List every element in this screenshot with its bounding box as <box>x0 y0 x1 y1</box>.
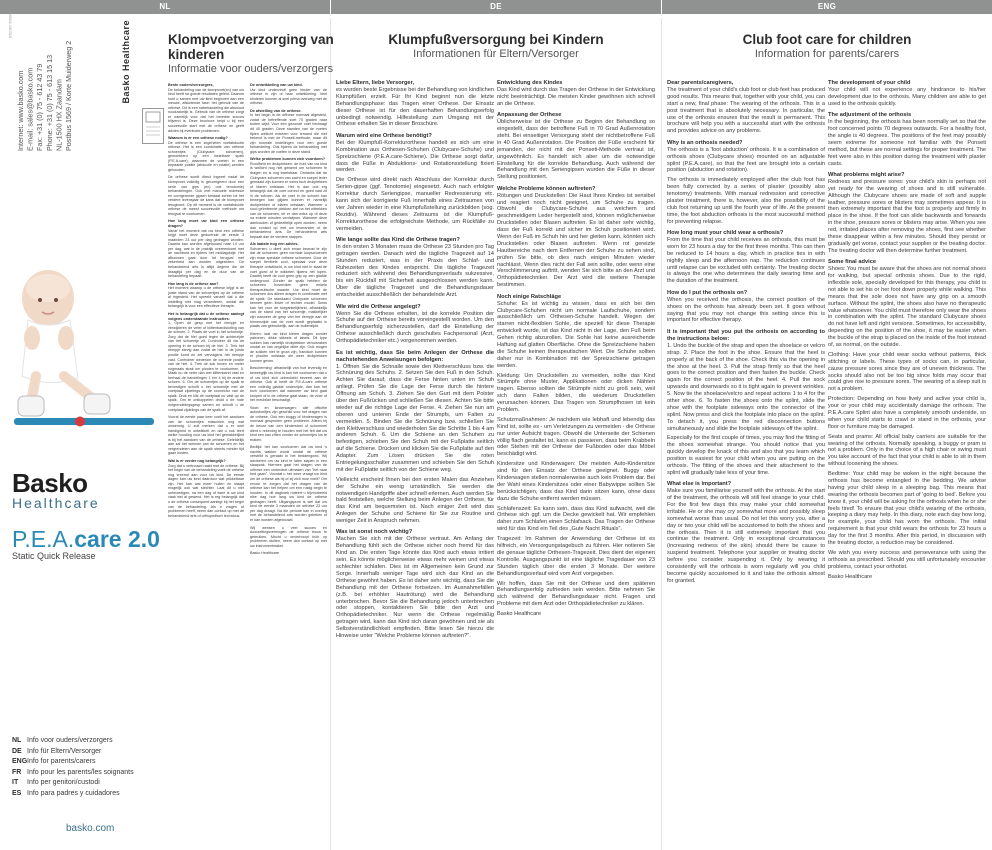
language-code: IT <box>12 779 19 786</box>
section-heading: Waarom is er een orthese nodig? <box>168 136 228 141</box>
product-subtitle: Static Quick Release <box>12 551 96 561</box>
paragraph: From the time that your child receives an orthosis, this must be worn for 23 hours a day for the first three months. This can then be reduced to 14 hours a day, which in practice ties in with nightly sleep and the afternoon nap. The reduction continues until relapse can be excluded with certainty. The treating doctor is always the one who determines the daily wearing time and the duration of the treatment. <box>667 237 825 285</box>
section-heading: De afstelling van de orthese. <box>250 108 302 113</box>
paragraph: In het begin is de orthese normaal afgesteld, zodat de betreffende voet 70 graden naar buiten wijst. Voor een gezonde voet bedraagt dit 40 graden. Deze standen van de voeten tijden wellicht extreem voor iemand die niet bekend is met de Ponseti-methode, maar dit zijn normale instellingen voor een goede behandeling. Ook tijdens de behandeling met gips worden de voeten in deze stand. <box>250 113 327 154</box>
paragraph: Vielleicht erscheint Ihnen bei den ersten Malen das Anziehen der Schuhe ein wenig umständlich. Sie werden die notwendigen Handgriffe aber schnell erlernen. Auch werden Sie bald feststellen, welche Stellung beim Anlegen der Orthese, für das Kind am bequemsten ist. Nach einiger Zeit wird das Anlegen der Schuhe und Schiene für Sie zur Routine und weniger Zeit in Anspruch nehmen. <box>336 476 494 525</box>
language-list <box>12 736 134 799</box>
text-column-nl-1 <box>168 80 244 518</box>
website-url[interactable]: basko.com <box>66 823 115 834</box>
text-column-nl-2 <box>250 80 327 556</box>
language-label: Info für Eltern/Versorger <box>27 747 102 755</box>
paragraph: Basko Healthcare <box>828 573 873 580</box>
contact-line: Fax: +31 (0) 75 - 612 43 79 <box>35 63 45 151</box>
language-label: Info voor ouders/verzorgers <box>27 737 113 744</box>
section-heading: Hoe lang moet uw kind een orthese dragen? <box>168 219 244 228</box>
section-heading: Welke problemen kunnen zich voordoen? <box>250 157 326 162</box>
paragraph: Bedtijd: het kan voorkomen dat uw kind 's nachts wakker wordt omdat de orthese verstrikt is geraakt in het beddengoed. Wij adviseren om uw kind te laten slapen in een slaapzak. Hiermee gaat het dragen van de orthese een onderdeel uitmaken van "het naar bed gaan". Voordat u het weer vraagt uw kind om de orthese als hij of zij zich moe voelt? Om ervoor te zorgen dat het dragen van de orthese kan het helpen om een rustig begin te houden. In dit dagboek noteert u bijvoorbeeld elke dag hoe lang uw kind de orthese gedragen heeft. Uitgangspunt is wel dat uw kind de eerste 3 maanden de orthese 23 uur per dag draagt. Na die periode kan in overleg met de behandelend arts worden gekeken of er kan worden afgebouwd. <box>250 445 327 522</box>
paragraph: De orthese is een zogeheten voetabductie orthese. Het is een combinatie van orthese schoentjes (Clubycare schoenen), gemonteerd op een instelbare spalk (P.E.A.care), waarmee de voeten in een bepaalde positie (abductie en rotatie) worden gehouden. <box>168 140 244 172</box>
product-name-bold: care 2.0 <box>74 526 160 552</box>
paragraph: Zorg dat u vertrouwd raakt met de orthese. Bij het begin van de behandeling voelt de orthese nog vreemd aan voor uw kind. De eerste dagen kan uw kind daardoor wat prikkelbaar zijn. Het kan wat meer huilen en slaapt mogelijk ook wat slechter. Laat dit u niet ontmoedigen, na een dag of twee is uw kind vaak wel al gewend. Het is erg belangrijk dat u de orthese consequent aanlegt bij het begin van de behandeling. Als u vragen of problemen heeft, neem dan contact op met de behandelend arts of orthopedisch technicus. <box>168 463 244 518</box>
paragraph: Shoes: You must be aware that the shoes are not normal shoes for walking, but special orthosis shoes. Due to the rigid, inflexible sole, specially developed for this therapy, you child is not able to set his or her foot down properly while walking. This means that the sole does not have any grip on a smooth surface. Without the splint, the shoes also have no therapeutic value whatsoever. You child must therefore only wear the shoes in combination with the splint. The standard Clubycare shoes do not have left and right versions. Sometimes, for accessibility, depending on the position of the shoe, it may be easier when the buckle of the strap is placed on the inside of the foot instead of, as normal, on the outside. <box>828 266 986 348</box>
text-column-en-1 <box>667 80 825 585</box>
section-heading: Was ist sonst noch wichtig? <box>336 529 413 536</box>
title-de-main: Klumpfußversorgung bei Kindern <box>388 32 604 47</box>
paragraph: es wurden beste Ergebnisse bei der Behandlung von kindlichen Klumpfüßen erzielt. Für Ihr Kind beginnt nun die letzte Behandlungsphase: das Tragen einer Orthese. Der Einsatz dieser Orthese ist für den dauerhaften Behandlungserfolg unbedingt notwendig. Hilfestellung zum Umgang mit der Orthese erhalten Sie in dieser Broschüre. <box>336 87 494 128</box>
language-label: Info pour les parents/les soignants <box>27 768 134 776</box>
section-heading: Entwicklung des Kindes <box>497 80 563 86</box>
paragraph: Vanaf het moment dat uw kind een orthese krijgt moet deze gedurende de eerste 3 maanden 23 uur per dag gedragen worden. Daarna kan worden afgebouwd naar 14 uur per dag, wat in de praktijk overeenkomt met de nachtrust en tijdens het middagdutje. Het afbouwen gaat door tot terugval met zekerheid kan worden uitgesloten. De behandelend arts is altijd degene die de draagtijd per dag en de duur van de behandeling bepaalt. <box>168 228 244 279</box>
panel-divider <box>330 18 331 850</box>
lang-bar-en: ENG <box>662 0 992 14</box>
text-column-de-2 <box>497 80 655 618</box>
paragraph: In the beginning, the orthosis has been normally set so that the foot concerned points 70 degrees outwards. For a healthy foot, the angle is 40 degrees. The positions of the feet may possibly seem extreme for someone not familiar with the Ponseti method, but these are normal settings for proper treatment. The feet were also in this position during the treatment with plaster casts. <box>828 119 986 167</box>
paragraph: Rötungen und Druckstellen: Die Haut Ihres Kindes ist sensibel und reagiert noch nicht geeignet, um Schuhe zu tragen. Obwohl die Clubycare-Schuhe aus weichem und geschmeidigem Leder hergestellt sind, können möglicherweise Druckstellen oder Blasen auftreten. Es ist daher sehr wichtig, dass der Fuß korrekt und sicher im Schuh positioniert wird. Wenn der Fuß im Schuh hin und her gleiten kann, könnten sich Druckstellen oder Blasen auftreten. Wenn rot gereizte Hautbereiche nach dem Entfernen der Schuhe zu sehen sind, prüfen Sie bitte, ob dies nach einigen Minuten wieder nachlässt. Wenn dies nicht der Fall sein sollte, oder wenn eine Verschlimmerung auftritt, wenden Sie sich bitte an den Arzt und Orthopädietechniker. Der Arzt wird die weitere Therapie bestimmen. <box>497 192 655 289</box>
paragraph: Schutzmaßnahmen: Je nachdem wie lebhaft und lebendig das Kind ist, sollte es - um Verletzungen zu vermeiden - die Orthese nur unter Aufsicht tragen. Obwohl die Unterseite der Schienen völlig flach gestaltet ist, kann es passieren, dass beim Krabbeln oder Stehen mit der Orthese der Fußboden oder das Möbel beschädigt wird. <box>497 416 655 458</box>
paragraph: Bedtime: Your child may be woken in the night because the orthosis has become entangled in the bedding. We advise having your child sleep in a sleeping bag. This means that wearing the orthosis becomes part of 'going to bed'. Before you know it, your child will be asking for the orthosis when he or she feels tired! To ensure that your child's wearing of the orthosis, keeping a diary may help. In this diary, note each day how long, for example, your child has worn the orthosis. The initial requirement is that your child wears the orthosis for 23 hours a day for the first 3 months. After this period, in discussion with the treating doctor, a reduction may be considered. <box>828 471 986 547</box>
paragraph: Stoel en kinderwagen: alle officiële autostoeltjes zijn geschikt voor het dragen van de orthese. Ook een buggy of kinderwagen is normaal gesproken geen probleem. Alleen bij de keuze van een kinderstoel of schommel dient u rekening te houden met het feit dat uw kind een kan zitten zonder de schoentjes los te maken. <box>250 405 327 442</box>
paragraph: Your child will not experience any hindrance to his/her development due to the orthosis. Many children are able to get used to the orthosis quickly. <box>828 87 986 107</box>
paragraph: Kindersitze und Kinderwagen: Die meisten Auto-Kindersitze sind für den Einsatz der Orthese geeignet. Buggy oder Kinderwagen stellen normalerweise auch kein Problem dar. Bei der Wahl eines Kindersitzes oder einer Babywippe sollten Sie berücksichtigen, dass das Kind darin sitzen kann, ohne dass dazu die Schuhe entfernt werden müssen. <box>497 461 655 502</box>
language-label: Info per genitori/custodi <box>27 779 100 786</box>
section-heading: De ontwikkeling van uw kind. <box>250 83 303 87</box>
section-heading: The development of your child <box>828 80 911 86</box>
paragraph: Roodheid en drukplekken: de huid van uw kind is wellicht nog niet gewend om schoenen te dragen en is nog kwetsbaar. Ondanks dat de Clubycare schoenen van zacht en soepel leder gemaakt zijn kunnen er soms toch drukplekken of blaren ontstaan. Het is dan ook erg belangrijk dat de voet correct en goed vast zit in de schoen. Als de voet in de schoen kan bewegen kan glijden kunnen er namelijk drukplekken of blaren ontstaan. Wanneer u rood geïrriteerde plekken ziet na het uittrekken van de schoenen, let er dan extra op of deze na enkele minuten verdwijnen. Wanneer deze aanhouden of gedeeltelijk open worden, neem dan contact op met uw leverancier of de behandelend arts. De behandelend arts bepaalt dan de verdere stappen. <box>250 161 327 239</box>
paragraph: Schoenen: u dient zich ervan bewust te zijn dat de schoenen geen normale loopschoenen zijn maar speciale orthese schoenen. Door de soepel flexibele zool, speciaal voor deze therapie ontwikkeld, is uw kind niet in staat de voet goed af te wikkelen tijdens het lopen. Daarbij heeft de zool geen grip op een gladde ondergrond. Zonder de spalk hebben de schoenen bovendien geen enkele therapeutische waarde. Uw kind moet de schoenen dus alleen dragen in combinatie met de spalk. De standaard Clubycare schoenen kennen geen linker of rechter model. Soms kan het voor de toegankelijkheid, afhankelijk van de stand van het schoentje, makkelijker zijn wanneer de gesp van het riempje aan de binnenzijde van de voet wordt geplaatst in plaats van gebruikelijk, aan de buitenzijde. <box>250 246 327 329</box>
paragraph: The treatment of your child's club foot or club feet has produced good results. This means that, together with your child, you can start a new, final phase: The wearing of the orthosis. This is a post treatment that is absolutely necessary. In particular, the use of the orthosis ensures that the result is permanent. This brochure will help you with a successful start with the orthosis and provides advice on any problems. <box>667 87 825 135</box>
contact-line: E-mail: sales@basko.com <box>25 67 35 151</box>
title-de-sub: Informationen für Eltern/Versorger <box>413 48 579 60</box>
paragraph: Bescherming: afhankelijk van hoe levendig en beweeglijk uw kind is kan het voorkomen dat u of uw kind zich onbedoeld bezeert aan de orthese. Ook al heeft de P.E.A.care orthese een volledig gladde onderzijde, dan kan het toch voorkomen dat wanneer uw kind gaat kruipen of in de orthese gaat staan, de vloer of het meubilair beschadigt. <box>250 366 327 403</box>
product-name <box>12 527 160 561</box>
paragraph: Uw kind ondervindt geen hinder van de orthese in zijn of haar ontwikkeling. Veel kinderen kunnen al snel prima overweg met de orthese. <box>250 87 327 106</box>
paragraph: In den ersten 3 Monaten muss die Orthese 23 Stunden pro Tag getragen werden. Danach wird die tägliche Tragezeit auf 14 Stunden reduziert, was in der Praxis den Schlaf- und Ruhezeiten des Kindes entspricht. Die tägliche Tragezeit reduziert sich während des Behandlungsverlaufs sukzessive, bis ein Rückfall mit Sicherheit ausgeschlossen werden kann. Über die tägliche Tragezeit und die Behandlungsdauer entscheidet ausschließlich der behandelnde Arzt. <box>336 243 494 299</box>
paragraph: 1. Öffnen Sie die Schnalle sowie den Klettverschluss bzw. die Schnürung des Schuhs. 2. Setzen Sie den Fuß in den Schuh. Achten Sie darauf, dass die Ferse hinten unten im Schuh anliegt. Prüfen Sie die Lage der Ferse durch die hintere Öffnung am Schuh. 3. Ziehen Sie den Gurt mit dem Polster über den Fußrücken und schließen Sie diesen. Achten Sie bitte wieder auf die richtige Lage der Ferse. 4. Ziehen Sie nun am oberen und unteren Ende der Strumpfs, um Falten zu vermeiden. 5. Binden Sie die Schnürung bzw. schließen Sie den Klettverschluss und wiederholen Sie die Schritte 1 bis 4 am anderen Schuh. 6. Um die Schiene an den Schuhen zu befestigen, schieben Sie den Schuh mit der Fußplatte seitlich auf die Schiene. Drücken und klicken Sie die Fußplatte auf den Adapter. Zum Lösen drücken Sie die roten Entriegelungsschalter zusammen und schieben Sie den Schuh mit der Fußplatte seitlich von der Schiene weg. <box>336 363 494 473</box>
section-heading: Dear parents/caregivers, <box>667 80 734 86</box>
section-heading: Hoe lang is de orthese aan? <box>168 281 219 286</box>
paragraph: The orthosis is immediately employed after the club foot has been fully corrected by a series of plaster (possibly also tenotomy) treatments. With manual redression and corrective plaster treatment, there is, however, also the possibility of the club foot returning up until the fourth year of life. At the present time, the foot abduction orthosis is the most successful method for preventing relapse. <box>667 177 825 225</box>
paragraph: We wish you every success and perseverance with using the orthosis as prescribed. Should you still unfortunately encounter problems, contact your orthotist. <box>828 549 986 570</box>
paragraph: Wir hoffen, dass Sie mit der Orthese und dem späteren Behandlungserfolg zufrieden sein werden. Bitte nehmen Sie sich während der Behandlungsdauer nicht. Fragen und Probleme mit dem Arzt oder Orthopädietechniker zu klären. <box>497 580 655 608</box>
paragraph: Basko Healthcare <box>250 551 280 556</box>
language-code: DE <box>12 747 22 755</box>
section-heading: Welche Probleme können auftreten? <box>497 185 596 192</box>
paragraph: Basko Healthcare <box>497 611 542 618</box>
title-en <box>662 32 992 61</box>
section-heading: Beste ouders/verzorgers, <box>168 83 214 87</box>
paragraph: When you received the orthosis, the correct position of the shoes on the orthosis has already been set. It goes without saying that you may not change this setting since this is important for effective therapy. <box>667 296 825 324</box>
language-list-item <box>12 757 134 768</box>
paragraph: De behandeling van de klompvoet(en) van uw kind heeft tot goede resultaten geleid. Daarom kunt u samen met uw kind beginnen aan een nieuwe, afsluitende fase: het gebruik van de orthese. Dit is een nabehandeling die absoluut noodzakelijk is. Gebruik van de orthese zorgt er namelijk voor dat het bereikte succes blijvend is. Deze brochure helpt u bij een succesvolle start met de orthese en geeft advies bij eventuele problemen. <box>168 87 244 133</box>
language-code: ES <box>12 789 22 797</box>
language-code: ENG <box>12 758 28 765</box>
basko-logo <box>12 470 100 510</box>
paragraph: Schlafenszeit: Es kann sein, dass das Kind aufwacht, weil die Orthese sich ggf. um die Decke gewickelt hat. Wir empfehlen daher zum Schlafen einen Schlafsack. Das Tragen der Orthese wird für das Kind ein Teil des „Gute Nacht Rituals". <box>497 505 655 533</box>
paragraph: Die Orthese wird direkt nach Abschluss der Korrektur durch Serien-gipse (ggf. Tenotomie) eingesetzt. Auch nach erfolgter Korrektur durch Seriengipse, manueller Redressierung etc. kann sich der korrigierte Fuß innerhalb eines Zeitraumes von vier Jahren wieder in eine Klumpfußstellung zurückbilden (sog. Rezidiv). Während dieses Zeitraums ist die Klumpfuß-Korrekturorthese die erfolgreichste Methode, um Rückfälle zu vermeiden. <box>336 177 494 232</box>
text-column-de-1 <box>336 80 494 640</box>
section-heading: Wat is er verder nog belangrijk? <box>168 458 226 463</box>
paragraph: Kleren: laat uw kind kleren dragen zonder patronen, dikke stiksels of labels. Dit type sokken kan namelijk drukplekken veroorzaken omdat ze van ongelijke dikte zijn. Ook mogen de sokken niet te groot zijn, handson kunnen er plooien ontstaan die weer drukplekken kunnen geven. <box>250 331 327 363</box>
lang-bar-nl: NL <box>0 0 330 14</box>
language-list-item <box>12 768 134 779</box>
language-list-item <box>12 747 134 758</box>
paragraph: 1. Undo the buckle of the strap and open the shoelace or velcro strap. 2. Place the foot in the shoe. Ensure that the heel is properly at the back of the shoe. Check this via the opening in the shoe at the heel. 3. Pull the strap firmly so that the heel goes to the correct position and then fasten the buckle. Check again for the correct position of the heel. 4. Pull the sock upwards and downwards so it is tight again to prevent wrinkles. 5. Now tie the shoelace/velcro and repeat actions 1 to 4 for the other shoe. 6. To fasten the shoes onto the splint, slide the shoe with the footplate sideways onto the connector of the splint. Now press and click the footplate into place on the splint. To detach it, you press the red disconnection buttons simultaneously and slide the footplate sideways off the splint. <box>667 342 825 432</box>
paragraph: Redness and pressure sores: your child's skin is perhaps not yet ready for the wearing of shoes and is still vulnerable. Although the Clubycare shoes are made of soft and supple leather, pressure sores or blisters may sometimes appear. It is then extremely important that the foot is properly and firmly in place in the shoe. If the foot can slide backwards and forwards in the shoe, pressure sores or blisters may arise. When you see red, irritated places after removing the shoes, first see whether these disappear within a few minutes. Should they persist or gradually get worse, contact your supplier or the treating doctor. The treating doctor will then determine further treatment. <box>828 178 986 254</box>
section-heading: How do I put the orthosis on? <box>667 289 748 296</box>
section-heading: What else is important? <box>667 481 732 488</box>
contact-line: Postbus 1569 / Korte Muiderweg 2 <box>63 40 73 151</box>
paragraph: 1. Open de gesp met het riempje en verwijderen de veter of klittenbandsluiting van de schoen. 2. Plaats de voet in het schoentje. Zorg dat de hiel goed tegen de achterzijde van het schoentje zit. Controleer dit via de opening in de schoen bij de hiel. 3. Trek het riempje stevig aan zodat de hiel in de juiste positie komt en zet vervolgens het riempje vast. Controleer wederom de correcte positie van de hiel. 4. Trek de sok boven en onder nogmaals strak om plooien te voorkomen. 5. Maak nu de veter dan wel klittenband vast en herhaal de handelingen 1 t/m 4 bij de andere schoen. 6. Om de schoentjes op de spalk te bevestigen schuift u het schoentje met de voetplaat zijdelings op de connector van de spalk. Druk en klik de voetplaat nu vast op de spalk. Om te ontkoppelen drukt u de rode ontgrendelingsgesp samen en schuift u de voetplaat zijdelings van de spalk af. <box>168 321 244 412</box>
paragraph: Wenn Sie die Orthese erhalten, ist die korrekte Position der Schuhe auf der Orthese bereits voreingestellt worden. Um den Behandlungserfolg sicherzustellen, darf die Einstellung der Orthese ausschließlich durch geschultes Fachpersonal (Arzt, Orthopädietechniker etc.) vorgenommen werden. <box>336 310 494 345</box>
paragraph: Das Kind wird durch das Tragen der Orthese in der Entwicklung nicht beeinträchtigt. Die meisten Kinder gewöhnen sich schnell an die Orthese. <box>497 87 655 107</box>
section-heading: Wie lange sollte das Kind die Orthese tragen? <box>336 236 460 243</box>
product-name-light: P.E.A. <box>12 526 75 552</box>
language-label: Info para padres y cuidadores <box>27 789 120 797</box>
paragraph: Schuhe: Es ist wichtig zu wissen, dass es sich bei den Clubycare-Schuhen nicht um normale Laufschuhe, sondern ausschließlich um Orthesen-Schuhe handelt. Wegen der starren nicht-flexiblen Sohle, die speziell für diese Therapie entwickelt wurde, ist das Kind nicht in der Lage, den Fuß beim Gehen richtig abzurollen. Die Sohle hat keine ausreichende Haftung auf glatten Oberfläche. Ohne die Spreizschiene haben die Schuhe keinen therapeutischen Wert. Die Schuhe sollten daher nur in Kombination mit der Spreizschiene getragen werden. <box>497 300 655 369</box>
title-en-main: Club foot care for children <box>742 32 912 47</box>
language-code: NL <box>12 737 22 744</box>
paragraph: Tragezeit: Im Rahmen der Anwendung der Orthese ist es hilfreich, ein Versorgungstagebuch zu führen. Hier notieren Sie die genaue tägliche Orthesen-Tragezeit. Dies dient der eigenen Kontrolle. Ausgangspunkt ist eine tägliche Tragedauer von 23 Stunden täglich über die ersten 3 Monate. Der weitere Behandlungsverlauf wird vom Arzt vorgegeben. <box>497 536 655 577</box>
logo-tagline: Healthcare <box>12 495 100 511</box>
orthosis-product-image <box>8 258 158 433</box>
section-heading: Noch einige Ratschläge <box>497 293 562 300</box>
section-heading: Wie wird die Orthese angelegt? <box>336 303 421 310</box>
paragraph: Machen Sie sich mit der Orthese vertraut. Am Anfang der Behandlung fühlt sich die Orthese sicher noch fremd für das Kind an. Die ersten Tage könnte das Kind auch etwas irritiert sein. Es könnte möglicherweise etwas mehr weinen und etwas schlechter schlafen. Dies ist im Allgemeinen kein Grund zur Sorge. Innerhalb weniger Tage wird sich das Kind an die Orthese gewöhnt haben. Es ist daher sehr wichtig, dass Sie die Behandlung mit der Orthese fortsetzen. Im Ausnahmefällen (z.B. bei erhöhter Hautrötung) wird die Behandlung unterbrochen. Bevor Sie die Behandlung jedoch unterbrechen oder stoppen, kontaktieren Sie bitte den Arzt und Orthopädietechniker. Nur wenn die Orthese regelmäßig getragen wird, kann das Kind sich daran gewöhnen und sie als Selbstverständlichkeit empfinden. Bitte lesen Sie hierzu die Hinweise unter "Welche Probleme können auftreten?". <box>336 536 494 639</box>
logo-brand: Basko <box>12 468 88 498</box>
document-code: B0004-150315 <box>8 12 13 39</box>
title-en-sub: Information for parents/carers <box>754 48 900 60</box>
paragraph: Wij wensen u veel succes en doorzettingsvermogen de orthese trouw te gebruiken. Mocht u onverhoopt toch op problemen stuiten, neem dan contact op met uw instrumentmaker. <box>250 525 327 548</box>
section-heading: Warum wird eine Orthese benötigt? <box>336 132 432 139</box>
paragraph: Het moment waarop u de orthese krijgt is de juiste stand van de schoentjes op de orthese al ingesteld. Het spreekt vanzelf dat u die instelling niet mag veranderen, omdat die belangrijk is voor een effectieve therapie. <box>168 286 244 309</box>
language-list-item <box>12 789 134 800</box>
section-heading: Es ist wichtig, dass Sie beim Anlegen der Orthese die nachstehenden Anweisungen befolgen: <box>336 349 494 363</box>
paragraph: De orthese wordt direct ingezet nadat de klompvoet volledig is gecorrigeerd door een serie van gips (en) ook tenotomie) behandelingen. Ook met manuele redressie en corrigerende gipsen bestaat echter tot het verdere levensjaar de kans dat de klompvoet terugkomt. Op dit moment is de voetabductie orthese de meest succesvolle methode om terugval te voorkomen. <box>168 175 244 216</box>
paragraph: Bei der Klumpfuß-Korrekturorthese handelt es sich um eine Kombination aus Orthesen-Schuhen (Clubycare-Schuhe) und Spreizschiene (P.E.A.care-Schiene). Die Orthese sorgt dafür, dass die Füße in Abduktions- und Rotationsstellung fixiert werden. <box>336 139 494 174</box>
paragraph: Kleidung: Um Druckstellen zu vermeiden, sollte das Kind Strümpfe ohne Muster, Applikationen oder dicken Nähten tragen. Ebenso sollten die Strümpfe nicht zu groß sein, weil sich dann Falten bilden, die wiederum Druckstellen verursachen können. Das Tragen von Strumpfhosen ist kein Problem. <box>497 372 655 414</box>
contact-line: NL-1500 HX Zaandam <box>54 79 64 151</box>
paragraph: Make sure you familiarise yourself with the orthosis. At the start of the treatment, the orthosis will still feel strange to your child. For the first few days this may make your child somewhat irritable. He or she may cry somewhat more and possibly sleep somewhat worse than usual. Do not let this worry you, after a day or two your child will be accustomed to both the shoes and the orthosis. Then it is still extremely important that you continue the treatment. Only in exceptional circumstances (increasing redness of the skin) should there be cause to suspend treatment. Telephone your supplier or treating doctor before you consider suspending it. Only by wearing it consistently will the orthosis is worn regularly will you child become quickly accustomed to it and take the orthosis almost for granted. <box>667 488 825 584</box>
text-column-en-2 <box>828 80 986 581</box>
title-nl-main: Klompvoetverzorging van kinderen <box>168 32 334 62</box>
contact-line: Phone: +31 (0) 75 - 613 15 13 <box>44 54 54 151</box>
section-heading: Why is an orthosis needed? <box>667 139 743 146</box>
language-code: FR <box>12 768 22 776</box>
section-heading: How long must your child wear a orthosis? <box>667 230 784 237</box>
section-heading: The adjustment of the orthosis <box>828 112 912 119</box>
ce-label-icon <box>142 108 164 144</box>
contact-block <box>16 11 74 151</box>
lang-bar-de: DE <box>331 0 661 14</box>
language-label: Info for parents/carers <box>27 758 96 765</box>
paragraph: Üblicherweise ist die Orthese zu Beginn der Behandlung so eingestellt, dass der betroffene Fuß in 70 Grad Außenrotation steht. Bei einseitiger Versorgung steht der nichtbetroffene Fuß in 40 Grad Außenrotation. Die Position der Füße erscheint für jemanden, der nicht mit der Ponseti-Methode vertraut ist, ungewöhnlich. Es handelt sich aber um die notwendige Einstellung für die korrekte Behandlung. Auch während der Behandlung mit den Seriengipsen wurden die Füße in dieser Stellung positioniert. <box>497 119 655 181</box>
colophon <box>6 6 156 156</box>
section-heading: It is important that you put the orthosis on according to the instructions below: <box>667 328 825 342</box>
section-heading: Anpassung der Orthese <box>497 112 562 119</box>
paragraph: Protection: Depending on how lively and active your child is, your or your child may accidentally damage the orthosis. The P.E.A.care Splint also have a completely smooth underside, so when your child starts to crawl or stand in the orthosis, your floor or furniture may be damaged. <box>828 396 986 430</box>
title-nl <box>168 32 338 76</box>
panel-divider <box>661 18 662 850</box>
language-list-item <box>12 778 134 789</box>
section-heading: Het is belangrijk dat u de orthese aanlegt volgens onderstaande instructies: <box>168 311 244 321</box>
paragraph: The orthosis is a 'foot abduction' orthosis. It is a combination of orthosis shoes (Clubycare shoes) mounted on an adjustable splint (P.E.A.care), so that the feet are brought into a certain position (abduction and rotation). <box>667 146 825 174</box>
section-heading: What problems might arise? <box>828 171 905 178</box>
paragraph: Especially for the first couple of times, you may find the fitting of the shoes somewhat strange. You should notice that you quickly develop the knack of this and also that you learn which position is easiest for your child when you are putting on the orthosis. The fitting of the shoes and their attachment to the splint will gradually take less of your time. <box>667 435 825 476</box>
section-heading: Liebe Eltern, liebe Versorger, <box>336 80 415 86</box>
title-de <box>331 32 661 61</box>
paragraph: Seats and prams: All official baby carriers are suitable for the wearing of the orthosis. Normally speaking, a buggy or pram is not a problem. Only in the choice of a high chair or swing must you take account of the fact that your child is able to sit in them without loosening the shoes. <box>828 433 986 468</box>
language-list-item <box>12 736 134 747</box>
paragraph: Vooral de eerste paar keer voelt het aandoen van de schoentjes misschien nog wat onwennig. U zult merken dat u er snel handigheid in ontwikkelt en dat u ook leert welke houding voor uw kind het gemakkelijkst is bij het aandoen van de orthese. Geleidelijk aan zal het wennen van de schoenen en het vergrendelen aan de spalk steeds minder tijd gaan kosten. <box>168 415 244 456</box>
section-heading: Some final advice <box>828 259 877 266</box>
contact-line: Internet: www.basko.com <box>16 70 25 151</box>
brand-name-rotated: Basko Healthcare <box>121 20 131 104</box>
paragraph: Clothing: Have your child wear socks without patterns, thick stitching or labels. These types of socks can, in particular, cause pressure sores since they are of uneven thickness. The socks should also not be too big since folds may occur that could give rise to pressure sores. The wearing of a sleep suit is not a problem. <box>828 351 986 393</box>
title-nl-sub: Informatie voor ouders/verzorgers <box>168 63 334 75</box>
section-heading: Als laatste nog een advies. <box>250 242 299 247</box>
